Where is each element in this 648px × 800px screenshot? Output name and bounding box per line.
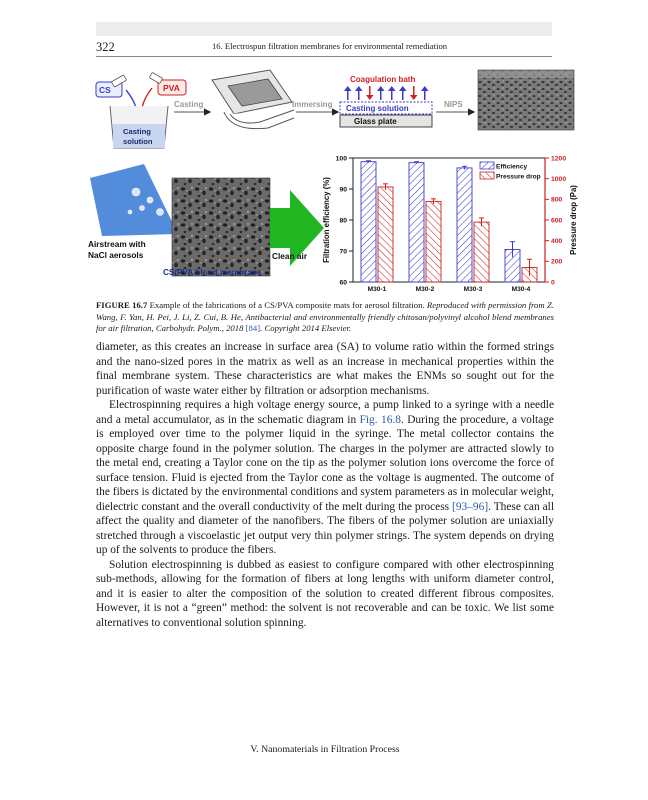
citation-93-96-link[interactable]: [93–96] (452, 500, 489, 513)
clean-air-label: Clean air (272, 251, 308, 261)
figure-16-8-link[interactable]: Fig. 16.8 (359, 413, 401, 426)
legend-swatch-pressure (480, 172, 494, 179)
efficiency-bar-M30-1 (361, 162, 376, 282)
figure-caption (96, 300, 554, 335)
top-band (96, 22, 552, 36)
paragraph-2-part-a: Electrospinning requires a high voltage energy source, a pump linked to a syringe with a needle and a metal accumulator, as in the schematic diagram in (96, 399, 554, 426)
filtration-chart (322, 155, 578, 293)
paragraph-1: diameter, as this creates an increase in surface area (SA) to volume ratio within the formed strings and the nano-sized pores in the matrix as well as an increase in mechanical properties within the final membrane system. These characteristics are what makes the ENMs so sought out for the purification of waste water either by filtration or adsorption mechanisms. (96, 341, 554, 397)
y2-tick-label-1200: 1200 (551, 155, 567, 163)
y2-tick-label-0: 0 (551, 279, 555, 287)
legend-swatch-efficiency (480, 162, 494, 169)
airstream-label-1: Airstream with (88, 239, 146, 249)
beaker-label-1: Casting (123, 127, 151, 136)
casting-device (212, 70, 294, 129)
page-header (96, 40, 552, 54)
y-tick-label-60: 60 (339, 279, 347, 287)
sem-membrane-image (172, 178, 270, 276)
page-footer: V. Nanomaterials in Filtration Process (250, 744, 400, 755)
coagulation-bath-label: Coagulation bath (350, 75, 416, 84)
glass-plate-label: Glass plate (354, 117, 397, 126)
y-tick-label-80: 80 (339, 217, 347, 225)
legend-pressure-drop: Pressure drop (496, 173, 541, 181)
page-number: 322 (96, 40, 115, 54)
efficiency-bar-M30-2 (409, 163, 424, 282)
pressure-bar-M30-2 (426, 201, 441, 282)
running-title: 16. Electrospun filtration membranes for environmental remediation (212, 41, 448, 51)
paragraph-2-part-b: . During the procedure, a voltage is employed over time to the polymer liquid in the syringe. The metal collector contains the opposite charge found in the polymer solution. The charges in the polymer are attracted slowly to the metal end, creating a Taylor cone on the tip as the polymer solution ions overcome the force of surface tension. Fluid is ejected from the Taylor cone as the voltage is augmented. The outcome of the fibers is dictated by the environmental conditions and system parameters as in molecular weight, dielectric constant and the overall conductivity of the melt during the process (96, 413, 554, 513)
y2-tick-label-600: 600 (551, 217, 563, 225)
nips-arrow-label: NIPS (444, 100, 463, 109)
filtration-schematic (88, 164, 324, 277)
process-schematic (96, 70, 574, 148)
y2-tick-label-200: 200 (551, 258, 563, 266)
y-tick-label-90: 90 (339, 186, 347, 194)
paragraph-3: Solution electrospinning is dubbed as easiest to configure compared with other electrospinning sub-methods, allowing for the formation of fibers at long lengths with uniform diameter control, and it is easier to alter the composition of the solution to created different fibrous composites. However, it is not a “green” method: the solvent is not recoverable and can be toxic. We list some alternatives to conventional solution spinning. (96, 558, 554, 629)
paragraph-2 (96, 398, 554, 558)
x-tick-label-M30-1: M30-1 (367, 286, 387, 293)
caption-text: Example of the fabrications of a CS/PVA composite mats for aerosol filtration. (149, 300, 425, 310)
legend-efficiency: Efficiency (496, 163, 528, 171)
caption-permission: Reproduced with permission from Z. Wang, F. Yan, H. Pei, J. Li, Z. Cui, B. He, Antibacterial and environmentally friendly chitosan/polyvinyl alcohol blend membranes for air filtration, Carbohydr. Polym., 2018 (96, 300, 554, 333)
pva-stream (142, 88, 152, 108)
casting-arrow-label: Casting (174, 100, 204, 109)
airstream-arrow (90, 164, 178, 236)
header-rule (96, 56, 552, 57)
sem-cross-section-image (478, 70, 574, 130)
cs-stream (126, 90, 136, 108)
membrane-label: CS/PVA blend membrane (163, 267, 262, 277)
pressure-bar-M30-1 (378, 187, 393, 282)
caption-copyright: . Copyright 2014 Elsevier. (260, 323, 352, 333)
y-tick-label-70: 70 (339, 248, 347, 256)
immersing-arrow-label: Immersing (292, 100, 333, 109)
caption-reference-link[interactable]: [84] (245, 323, 261, 333)
y2-tick-label-1000: 1000 (551, 176, 567, 184)
y2-axis-label: Pressure drop (Pa) (569, 185, 578, 255)
pva-bottle (149, 72, 186, 95)
y-axis-label: Filtration efficiency (%) (322, 177, 331, 263)
beaker-label-2: solution (123, 137, 153, 146)
figure-label: FIGURE 16.7 (96, 300, 148, 310)
figure-16-7 (82, 66, 578, 294)
pva-label: PVA (163, 83, 180, 93)
y-tick-label-100: 100 (335, 155, 347, 163)
body-text (96, 340, 554, 630)
coagulation-bath (340, 75, 432, 127)
x-tick-label-M30-4: M30-4 (511, 286, 531, 293)
efficiency-bar-M30-3 (457, 168, 472, 282)
pressure-bar-M30-3 (474, 222, 489, 282)
paragraph-2-part-c: . These can all affect the quality and diameter of the nanofibers. The fibers of the polymer solution are uniaxially stretched through a viscoelastic jet output very thin polymer strings. The system depends on drying up of the solvents to produce the fibers. (96, 500, 554, 556)
airstream-label-2: NaCl aerosols (88, 250, 144, 260)
cs-label: CS (99, 85, 111, 95)
y2-tick-label-400: 400 (551, 238, 563, 246)
cs-bottle (96, 75, 127, 97)
y2-tick-label-800: 800 (551, 196, 563, 204)
casting-beaker (110, 106, 168, 148)
x-tick-label-M30-3: M30-3 (463, 286, 483, 293)
x-tick-label-M30-2: M30-2 (415, 286, 435, 293)
casting-solution-label: Casting solution (346, 104, 409, 113)
